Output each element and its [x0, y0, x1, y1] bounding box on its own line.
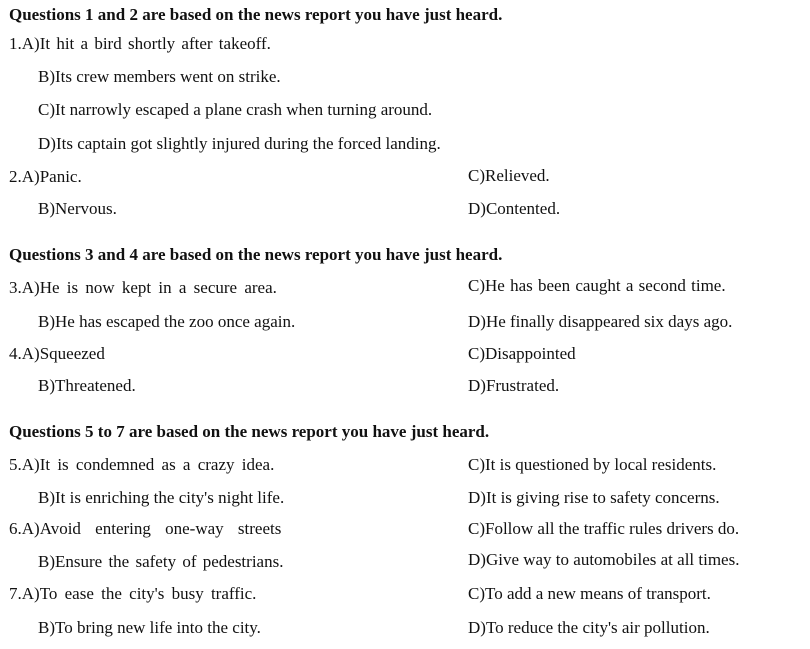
q4-option-d: D)Frustrated. [468, 376, 560, 395]
q2-option-b: B)Nervous. [38, 199, 117, 218]
q7-option-d: D)To reduce the city's air pollution. [468, 618, 710, 637]
section-1-heading: Questions 1 and 2 are based on the news report you have just heard. [9, 5, 503, 24]
q6-option-b: B)Ensure the safety of pedestrians. [38, 552, 284, 571]
q3-option-a: 3.A)He is now kept in a secure area. [9, 278, 277, 297]
q5-option-c: C)It is questioned by local residents. [468, 455, 717, 474]
q3-option-b: B)He has escaped the zoo once again. [38, 312, 296, 331]
q6-option-c: C)Follow all the traffic rules drivers do. [468, 519, 740, 538]
section-2-heading: Questions 3 and 4 are based on the news report you have just heard. [9, 245, 503, 264]
q3-option-c: C)He has been caught a second time. [468, 276, 726, 295]
q1-option-d: D)Its captain got slightly injured during the forced landing. [38, 134, 441, 153]
q2-option-d: D)Contented. [468, 199, 561, 218]
q5-option-d: D)It is giving rise to safety concerns. [468, 488, 720, 507]
q5-option-a: 5.A)It is condemned as a crazy idea. [9, 455, 275, 474]
q4-option-b: B)Threatened. [38, 376, 136, 395]
q5-option-b: B)It is enriching the city's night life. [38, 488, 285, 507]
q3-option-d: D)He finally disappeared six days ago. [468, 312, 733, 331]
q2-option-a: 2.A)Panic. [9, 167, 82, 186]
q7-option-b: B)To bring new life into the city. [38, 618, 261, 637]
q7-option-c: C)To add a new means of transport. [468, 584, 711, 603]
q1-option-b: B)Its crew members went on strike. [38, 67, 281, 86]
q6-option-d: D)Give way to automobiles at all times. [468, 550, 740, 569]
q4-option-c: C)Disappointed [468, 344, 576, 363]
q4-option-a: 4.A)Squeezed [9, 344, 105, 363]
q6-option-a: 6.A)Avoid entering one-way streets [9, 519, 282, 538]
q1-option-c: C)It narrowly escaped a plane crash when turning around. [38, 100, 433, 119]
q7-option-a: 7.A)To ease the city's busy traffic. [9, 584, 257, 603]
q2-option-c: C)Relieved. [468, 166, 550, 185]
q1-option-a: 1.A)It hit a bird shortly after takeoff. [9, 34, 271, 53]
section-3-heading: Questions 5 to 7 are based on the news report you have just heard. [9, 422, 490, 441]
